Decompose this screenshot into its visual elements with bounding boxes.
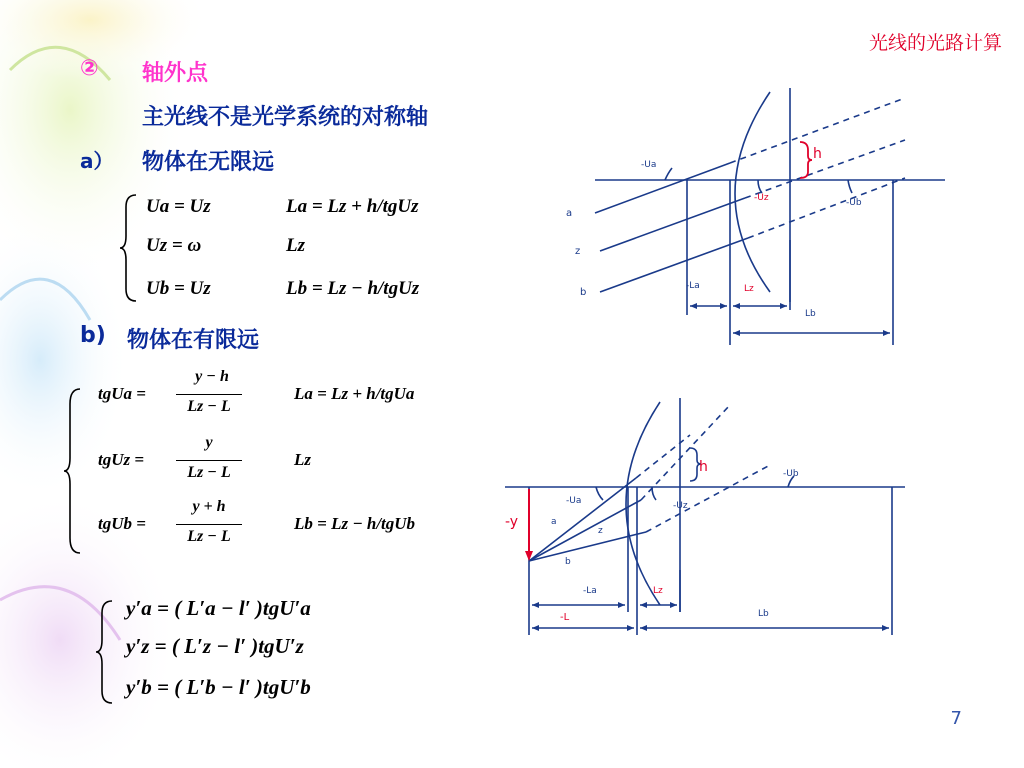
eq-b-row2-lhs: tgUz =: [98, 450, 145, 469]
ub-arc: [848, 180, 852, 193]
label-uz: -Uz: [754, 193, 769, 203]
eq-a-row3-left: Ub = Uz: [146, 278, 211, 299]
eq-b-row1-numerator: y − h: [195, 368, 229, 385]
diagram-object-at-infinity: [560, 80, 960, 350]
eq-b-row1-denominator: Lz − L: [187, 398, 231, 415]
brace-equations-b: [62, 386, 84, 556]
label-y: -y: [505, 514, 519, 530]
ray-z: [600, 198, 745, 251]
uz-arc: [758, 180, 762, 193]
eq-b-row3-numerator: y + h: [192, 498, 226, 515]
label-ray-b: b: [565, 557, 571, 567]
eq-a-row1-right: La = Lz + h/tgUz: [286, 196, 419, 217]
ray-b: [600, 238, 748, 292]
label-lz: Lz: [744, 284, 754, 294]
section-heading: 轴外点: [142, 61, 209, 86]
eq-a-row3-right: Lb = Lz − h/tgUz: [286, 278, 420, 299]
ua-arc: [665, 168, 672, 180]
label-h: h: [813, 146, 822, 162]
eq-b-row3-right: Lb = Lz − h/tgUb: [294, 514, 416, 533]
label-lb: Lb: [758, 609, 769, 619]
label-ub: -Ub: [783, 469, 799, 479]
label-lz: Lz: [653, 586, 663, 596]
label-h: h: [699, 459, 708, 475]
eq-image-row1: y′a = ( L′a − l′ )tgU′a: [126, 596, 311, 620]
uz-arc: [652, 487, 656, 500]
eq-b-row3-fraction-bar: [176, 524, 242, 525]
label-ray-z: z: [575, 246, 581, 257]
label-la: -La: [583, 586, 597, 596]
eq-image-row3: y′b = ( L′b − l′ )tgU′b: [126, 675, 311, 699]
case-b-text: 物体在有限远: [127, 328, 260, 353]
eq-image-row2: y′z = ( L′z − l′ )tgU′z: [126, 634, 304, 658]
label-ub: -Ub: [846, 198, 862, 208]
eq-a-row2-left: Uz = ω: [146, 235, 202, 256]
case-a-text: 物体在无限远: [142, 150, 275, 175]
ray-b-extension: [748, 178, 905, 238]
eq-b-row2-denominator: Lz − L: [187, 464, 231, 481]
eq-b-row3-denominator: Lz − L: [187, 528, 231, 545]
eq-a-row1-left: Ua = Uz: [146, 196, 211, 217]
ray-z-extension: [641, 405, 730, 500]
label-lb: Lb: [805, 309, 816, 319]
label-la: -La: [686, 281, 700, 291]
eq-b-row1-lhs: tgUa =: [98, 384, 146, 403]
label-ray-b: b: [580, 287, 587, 298]
label-ray-a: a: [551, 517, 557, 527]
case-a-label: a）: [80, 149, 114, 173]
ray-a: [595, 163, 730, 213]
label-ray-a: a: [566, 208, 573, 219]
h-brace: [800, 142, 812, 178]
circled-number-marker: ②: [80, 56, 99, 81]
slide-title: 光线的光路计算: [868, 32, 1002, 54]
label-uz: -Uz: [673, 501, 688, 511]
diagram-object-at-finite-distance: [500, 390, 910, 640]
ray-z-extension: [745, 140, 905, 198]
eq-b-row1-right: La = Lz + h/tgUa: [294, 384, 415, 403]
ua-arc: [596, 487, 603, 500]
brace-equations-a: [118, 192, 140, 304]
eq-b-row2-right: Lz: [294, 450, 311, 469]
label-l: -L: [560, 612, 570, 623]
ray-z: [529, 500, 641, 561]
eq-a-row2-right: Lz: [286, 235, 305, 256]
eq-b-row2-fraction-bar: [176, 460, 242, 461]
label-ua: -Ua: [566, 496, 582, 506]
eq-b-row1-fraction-bar: [176, 394, 242, 395]
lens-surface: [735, 92, 770, 292]
case-b-label: b): [80, 323, 106, 348]
lens-surface: [626, 402, 660, 605]
subheading: 主光线不是光学系统的对称轴: [142, 105, 429, 130]
label-ua: -Ua: [641, 160, 657, 170]
eq-b-row3-lhs: tgUb =: [98, 514, 146, 533]
brace-equations-image: [94, 598, 116, 706]
eq-b-row2-numerator: y: [205, 434, 213, 451]
page-number: 7: [950, 708, 962, 729]
label-ray-z: z: [598, 526, 603, 536]
